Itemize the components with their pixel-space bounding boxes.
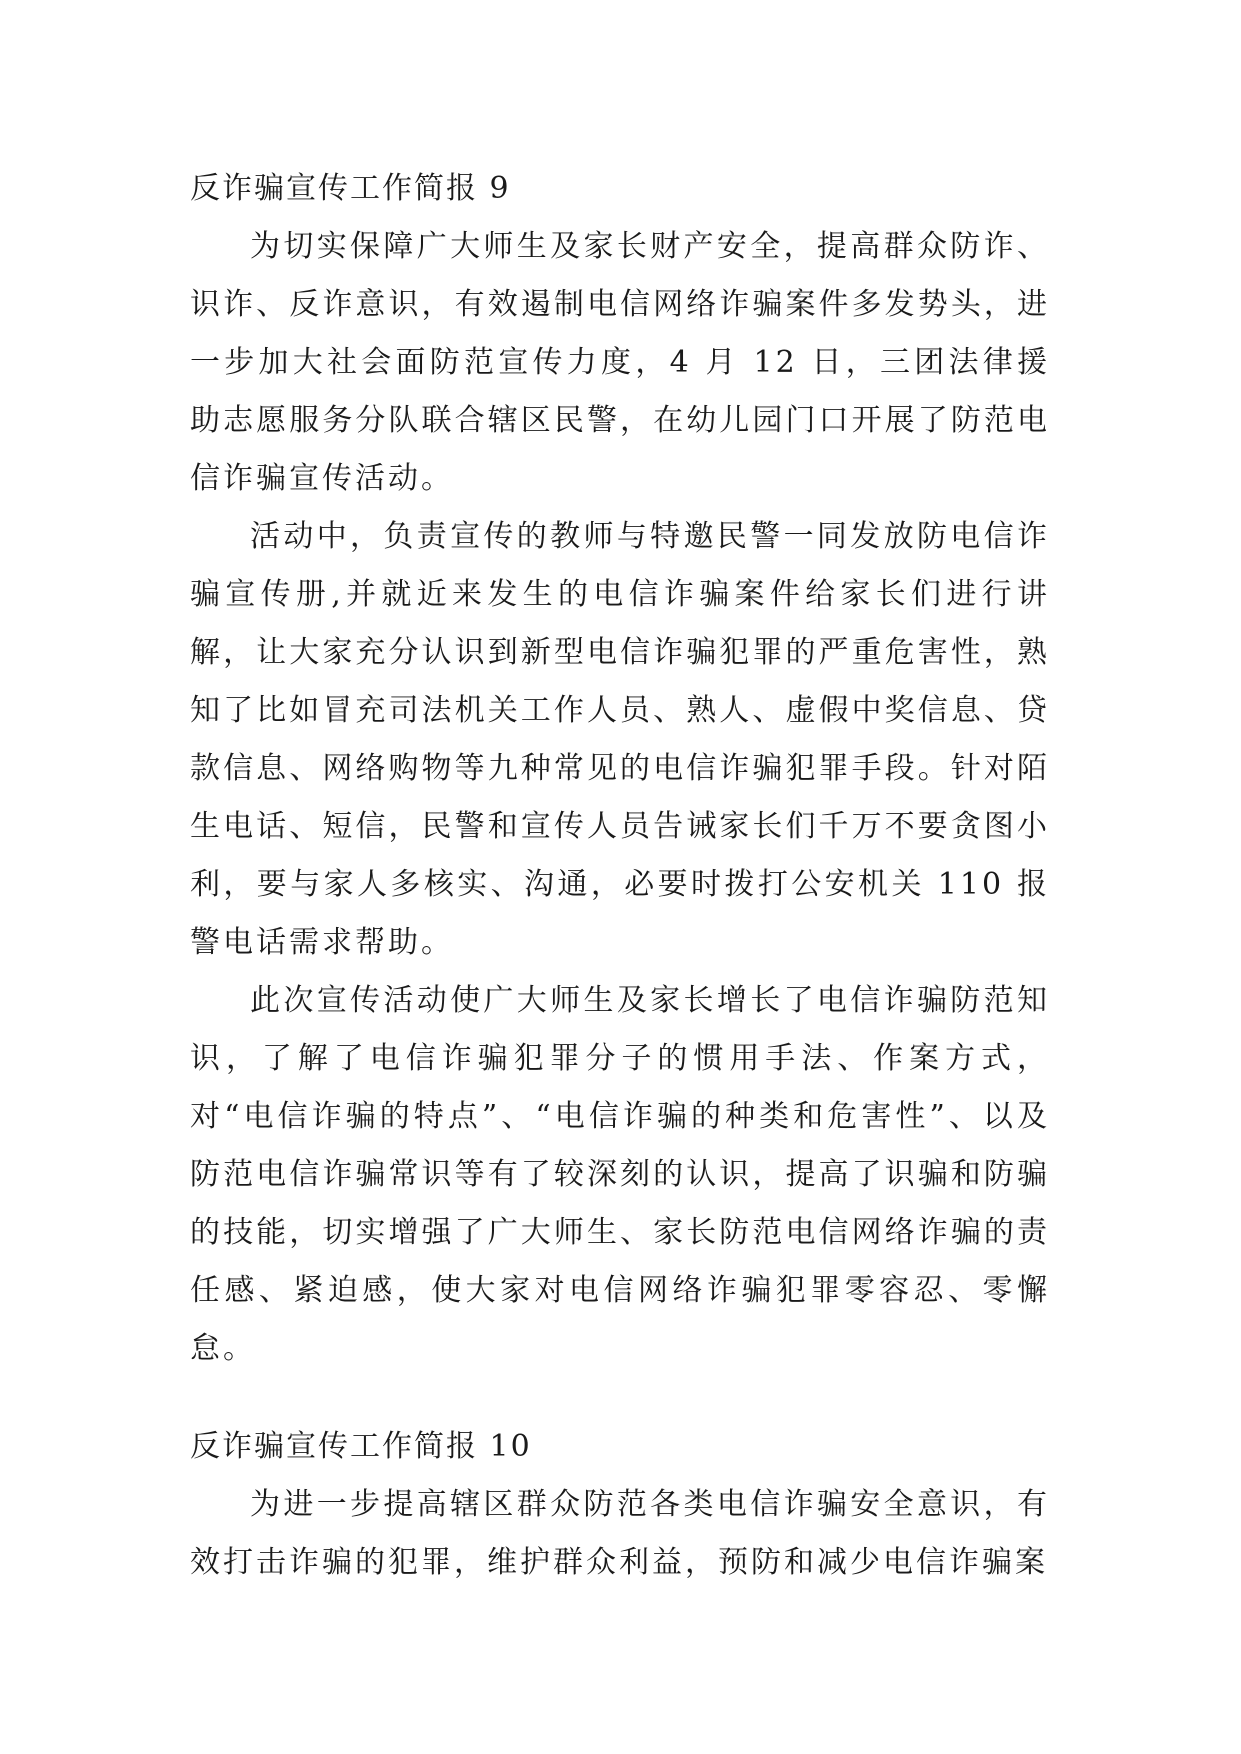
paragraph: 为进一步提高辖区群众防范各类电信诈骗安全意识，有效打击诈骗的犯罪，维护群众利益，预防和减少电信诈骗案 — [190, 1487, 1050, 1580]
section-title: 反诈骗宣传工作简报 10 — [190, 1429, 532, 1464]
section-title: 反诈骗宣传工作简报 9 — [190, 171, 511, 206]
bulletin-section-9 — [190, 160, 1050, 1378]
paragraph: 此次宣传活动使广大师生及家长增长了电信诈骗防范知识，了解了电信诈骗犯罪分子的惯用手法、作案方式，对“电信诈骗的特点”、“电信诈骗的种类和危害性”、以及防范电信诈骗常识等有了较深刻的认识，提高了识骗和防骗的技能，切实增强了广大师生、家长防范电信网络诈骗的责任感、紧迫感，使大家对电信网络诈骗犯罪零容忍、零懈怠。 — [190, 983, 1050, 1366]
bulletin-section-10 — [190, 1418, 1050, 1592]
paragraph: 活动中，负责宣传的教师与特邀民警一同发放防电信诈骗宣传册,并就近来发生的电信诈骗案件给家长们进行讲解，让大家充分认识到新型电信诈骗犯罪的严重危害性，熟知了比如冒充司法机关工作人员、熟人、虚假中奖信息、贷款信息、网络购物等九种常见的电信诈骗犯罪手段。针对陌生电话、短信，民警和宣传人员告诫家长们千万不要贪图小利，要与家人多核实、沟通，必要时拨打公安机关 110 报警电话需求帮助。 — [190, 519, 1050, 960]
document-body — [190, 160, 1050, 1592]
paragraph: 为切实保障广大师生及家长财产安全，提高群众防诈、识诈、反诈意识，有效遏制电信网络诈骗案件多发势头，进一步加大社会面防范宣传力度，4 月 12 日，三团法律援助志愿服务分队联合辖区民警，在幼儿园门口开展了防范电信诈骗宣传活动。 — [190, 229, 1050, 496]
